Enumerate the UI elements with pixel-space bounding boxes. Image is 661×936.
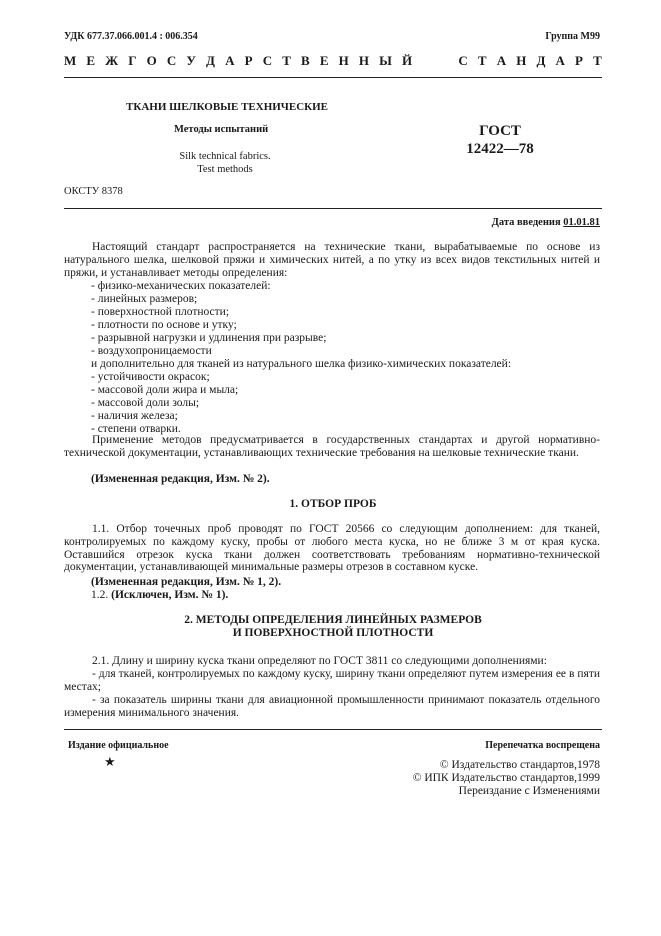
gost-block	[460, 122, 540, 158]
copyright-block	[413, 759, 600, 798]
banner-letter: Д	[536, 53, 546, 68]
official-edition: Издание официальное	[68, 740, 169, 751]
banner-letter: В	[301, 53, 310, 68]
banner-letter: Н	[516, 53, 527, 68]
amendment-note: (Измененная редакция, Изм. № 2).	[91, 473, 270, 485]
banner-letter: С	[166, 53, 177, 68]
effective-date	[492, 217, 600, 228]
banner-letter: Е	[319, 53, 329, 68]
intro-paragraph: Настоящий стандарт распространяется на технические ткани, вырабатываемые по основе из натурального шелка, шелковой пряжи и химических нитей, а по утку из всех видов текстильных нитей и пряжи, и устанавливает методы определения:	[64, 241, 600, 279]
footer-divider	[64, 729, 602, 730]
star-mark: ★	[104, 754, 116, 769]
banner-letter: Й	[402, 53, 413, 68]
copyright-1999: © ИПК Издательство стандартов,1999	[412, 772, 600, 784]
banner-letter: Р	[575, 53, 583, 68]
method-item: - линейных размеров;	[91, 293, 198, 305]
banner-letter: А	[496, 53, 507, 68]
silk-method-item: - устойчивости окрасок;	[91, 371, 210, 383]
section-2-heading-line2: И ПОВЕРХНОСТНОЙ ПЛОТНОСТИ	[232, 627, 434, 639]
section-1-heading: 1. ОТБОР ПРОБ	[289, 498, 377, 510]
banner-letter: С	[458, 53, 468, 68]
section-1-2-text: (Исключен, Изм. № 1).	[111, 589, 229, 601]
banner-letter: Н	[338, 53, 349, 68]
banner-letter: Е	[86, 53, 96, 68]
oksty-code: ОКСТУ 8378	[64, 186, 123, 197]
reissue-note: Переиздание с Изменениями	[458, 785, 600, 797]
banner-letter: Т	[477, 53, 487, 68]
silk-method-item: - степени отварки.	[91, 423, 181, 435]
banner-letter: А	[555, 53, 565, 68]
section-2-heading	[64, 614, 602, 640]
silk-method-item: - массовой доли жира и мыла;	[91, 384, 239, 396]
method-item: - воздухопроницаемости	[91, 345, 212, 357]
banner-letter: Р	[244, 53, 253, 68]
section-2-heading-line1: 2. МЕТОДЫ ОПРЕДЕЛЕНИЯ ЛИНЕЙНЫХ РАЗМЕРОВ	[184, 614, 482, 626]
banner-letter: У	[186, 53, 196, 68]
banner-letter: С	[262, 53, 273, 68]
title-divider	[64, 208, 602, 209]
section-1-2-number: 1.2.	[91, 589, 109, 601]
silk-method-item: - наличия железа;	[91, 410, 178, 422]
method-item: - разрывной нагрузки и удлинения при разрыве;	[91, 332, 327, 344]
copyright-1978: © Издательство стандартов,1978	[439, 759, 600, 771]
method-item: - поверхностной плотности;	[91, 306, 230, 318]
banner-letter: Ж	[105, 53, 119, 68]
banner-letter: Д	[206, 53, 215, 68]
method-item: - плотности по основе и утку;	[91, 319, 237, 331]
effective-date-label: Дата введения	[491, 217, 561, 228]
document-subtitle: Методы испытаний	[174, 124, 269, 135]
top-divider	[64, 77, 602, 78]
banner-gap	[422, 53, 448, 69]
gost-number: 12422—78	[466, 141, 534, 157]
banner-letter: М	[64, 53, 77, 68]
gost-label: ГОСТ	[479, 123, 521, 139]
banner-letter: О	[146, 53, 157, 68]
silk-method-item: - массовой доли золы;	[91, 397, 200, 409]
section-2-1-paragraph: 2.1. Длину и ширину куска ткани определяют по ГОСТ 3811 со следующими дополнениями:	[92, 655, 547, 667]
document-title: ТКАНИ ШЕЛКОВЫЕ ТЕХНИЧЕСКИЕ	[126, 101, 329, 113]
banner-letter: Т	[282, 53, 291, 68]
standard-banner	[64, 53, 602, 69]
group-code: Группа М99	[545, 31, 600, 42]
english-title-line2: Test methods	[197, 164, 253, 175]
banner-letter: Т	[593, 53, 602, 68]
udk-code: УДК 677.37.066.001.4 : 006.354	[64, 31, 198, 42]
banner-letter: А	[225, 53, 235, 68]
effective-date-value: 01.01.81	[563, 217, 600, 228]
banner-letter: Н	[358, 53, 369, 68]
english-title-line1: Silk technical fabrics.	[179, 151, 271, 162]
reprint-notice: Перепечатка воспрещена	[485, 740, 600, 751]
section-1-amendment: (Измененная редакция, Изм. № 1, 2).	[91, 576, 282, 588]
method-item: - физико-механических показателей:	[91, 280, 271, 292]
english-title	[150, 150, 300, 176]
banner-letter: Г	[128, 53, 137, 68]
section-2-1-item-width: - для тканей, контролируемых по каждому куску, ширину ткани определяют путем измерения ее в пяти местах;	[64, 668, 600, 693]
additional-methods-line: и дополнительно для тканей из натурального шелка физико-химических показателей:	[91, 358, 512, 370]
section-1-2	[91, 589, 228, 601]
section-2-1-item-aviation: - за показатель ширины ткани для авиационной промышленности принимают показатель отдельного измерения минимального значения.	[64, 694, 600, 719]
banner-letter: Ы	[379, 53, 392, 68]
application-paragraph: Применение методов предусматривается в государственных стандартах и другой нормативно-технической документации, устанавливающих технические требования на шелковые технические ткани.	[64, 434, 600, 459]
section-1-1-paragraph: 1.1. Отбор точечных проб проводят по ГОСТ 20566 со следующим дополнением: для тканей, контролируемых по каждому куску, пробы от любого места куска, но не ближе 3 м от края куска. Оставшийся отрезок куска ткани должен соответствовать требованиям нормативно-технической документации, устанавливающей минимальные размеры отрезов в составном куске.	[64, 523, 600, 574]
